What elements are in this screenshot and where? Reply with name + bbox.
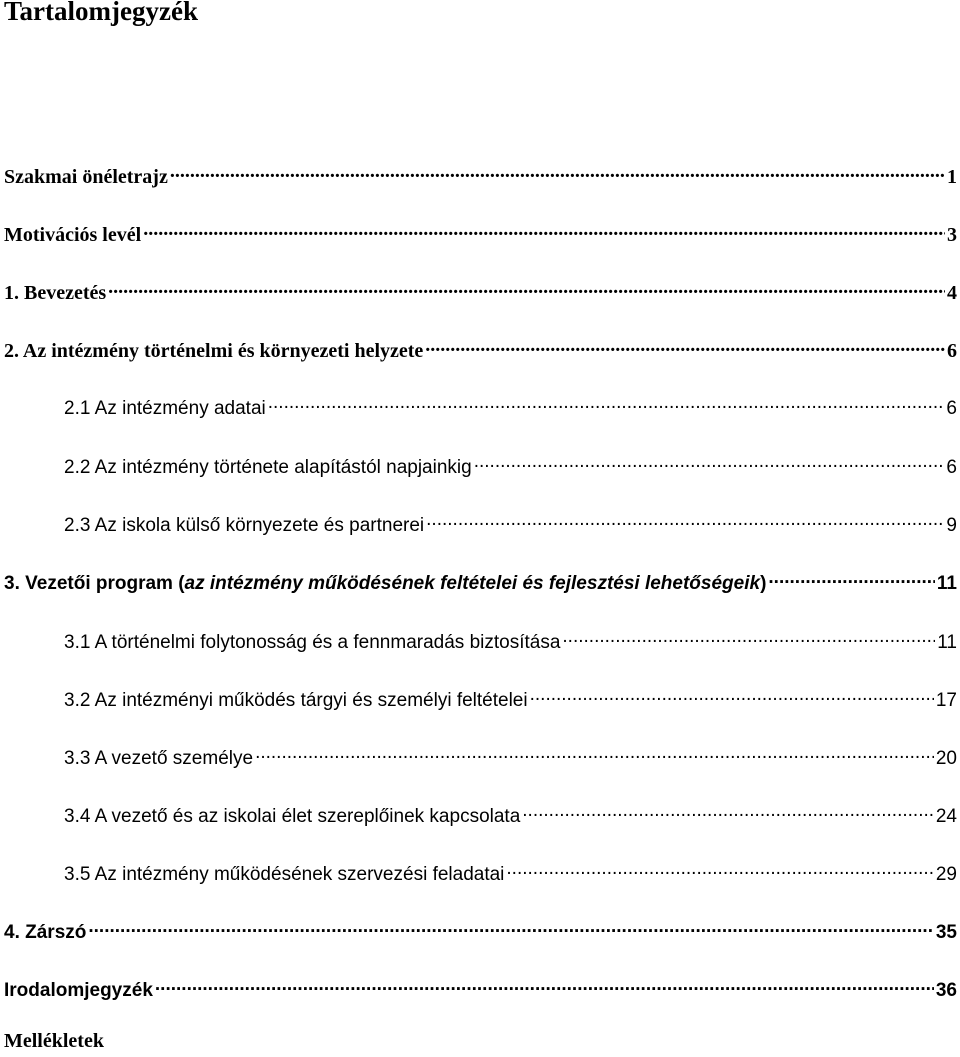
toc-entry-section-3-3[interactable] [64, 745, 957, 775]
toc-entry-label: 3.2 Az intézményi működés tárgyi és személyi feltételei [64, 690, 528, 711]
toc-entry-label: 2. Az intézmény történelmi és környezeti helyzete [4, 340, 424, 362]
toc-page-number: 29 [935, 864, 957, 885]
toc-page-number: 11 [937, 632, 957, 653]
toc-entry-section-3[interactable] [4, 570, 957, 600]
toc-entry-section-2-1[interactable] [64, 395, 957, 425]
toc-page-number: 6 [946, 398, 957, 419]
dot-leader [268, 395, 945, 414]
dot-leader [88, 919, 933, 938]
toc-entry-label: 3.3 A vezető személye [64, 748, 254, 769]
annex-heading: Mellékletek [4, 1030, 104, 1052]
dot-leader [506, 861, 933, 880]
dot-leader [474, 454, 945, 473]
toc-entry-section-3-1[interactable] [64, 629, 957, 659]
dot-leader [255, 745, 934, 764]
toc-page-number: 17 [935, 690, 957, 711]
toc-page-number: 20 [935, 748, 957, 769]
toc-entry-label: 2.2 Az intézmény története alapítástól napjainkig [64, 457, 472, 478]
toc-entry-label: 3.1 A történelmi folytonosság és a fennmaradás biztosítása [64, 632, 561, 653]
toc-page-number: 11 [936, 573, 957, 594]
toc-entry-bevezetes[interactable] [4, 279, 957, 309]
toc-page-number: 6 [947, 340, 957, 362]
toc-entry-label: 3.5 Az intézmény működésének szervezési feladatai [64, 864, 505, 885]
toc-entry-label [4, 573, 766, 595]
toc-entry-label-suffix: ) [760, 573, 767, 594]
toc-page-number: 24 [935, 806, 957, 827]
toc-entry-motivacios-level[interactable] [4, 221, 957, 251]
toc-entry-label-prefix: 3. Vezetői program ( [4, 573, 185, 594]
dot-leader [562, 629, 935, 648]
toc-entry-label: Szakmai önéletrajz [4, 166, 168, 188]
toc-page-number: 3 [947, 224, 957, 246]
page-title: Tartalomjegyzék [4, 0, 198, 26]
dot-leader [522, 803, 934, 822]
toc-page-number: 35 [935, 922, 957, 943]
toc-entry-section-2[interactable] [4, 337, 957, 367]
toc-entry-section-3-5[interactable] [64, 861, 957, 891]
toc-entry-zarszo[interactable] [4, 919, 957, 949]
toc-entry-szakmai-oneletrajz[interactable] [4, 163, 957, 193]
toc-entry-section-3-2[interactable] [64, 687, 957, 717]
dot-leader [108, 279, 945, 299]
toc-page-number: 9 [946, 515, 957, 536]
dot-leader [155, 977, 934, 996]
toc-entry-label: 3.4 A vezető és az iskolai élet szereplőinek kapcsolata [64, 806, 521, 827]
dot-leader [170, 163, 945, 183]
toc-entry-section-2-2[interactable] [64, 454, 957, 484]
toc-entry-label: 2.3 Az iskola külső környezete és partnerei [64, 515, 425, 536]
toc-entry-label-italic: az intézmény működésének feltételei és fejlesztési lehetőségeik [184, 573, 761, 594]
toc-entry-label: 1. Bevezetés [4, 282, 107, 304]
toc-entry-irodalomjegyzek[interactable] [4, 977, 957, 1007]
toc-entry-section-3-4[interactable] [64, 803, 957, 833]
toc-entry-label: Motivációs levél [4, 224, 142, 246]
dot-leader [143, 221, 945, 241]
toc-entry-label: 4. Zárszó [4, 922, 87, 943]
toc-page-number: 36 [935, 980, 957, 1001]
toc-page-number: 1 [947, 166, 957, 188]
dot-leader [530, 687, 934, 706]
toc-page-number: 4 [947, 282, 957, 304]
toc-entry-label: Irodalomjegyzék [4, 980, 153, 1001]
dot-leader [425, 337, 945, 357]
dot-leader [768, 570, 935, 589]
dot-leader [426, 512, 944, 531]
toc-entry-section-2-3[interactable] [64, 512, 957, 542]
toc-page-number: 6 [946, 457, 957, 478]
toc-entry-label: 2.1 Az intézmény adatai [64, 398, 266, 419]
